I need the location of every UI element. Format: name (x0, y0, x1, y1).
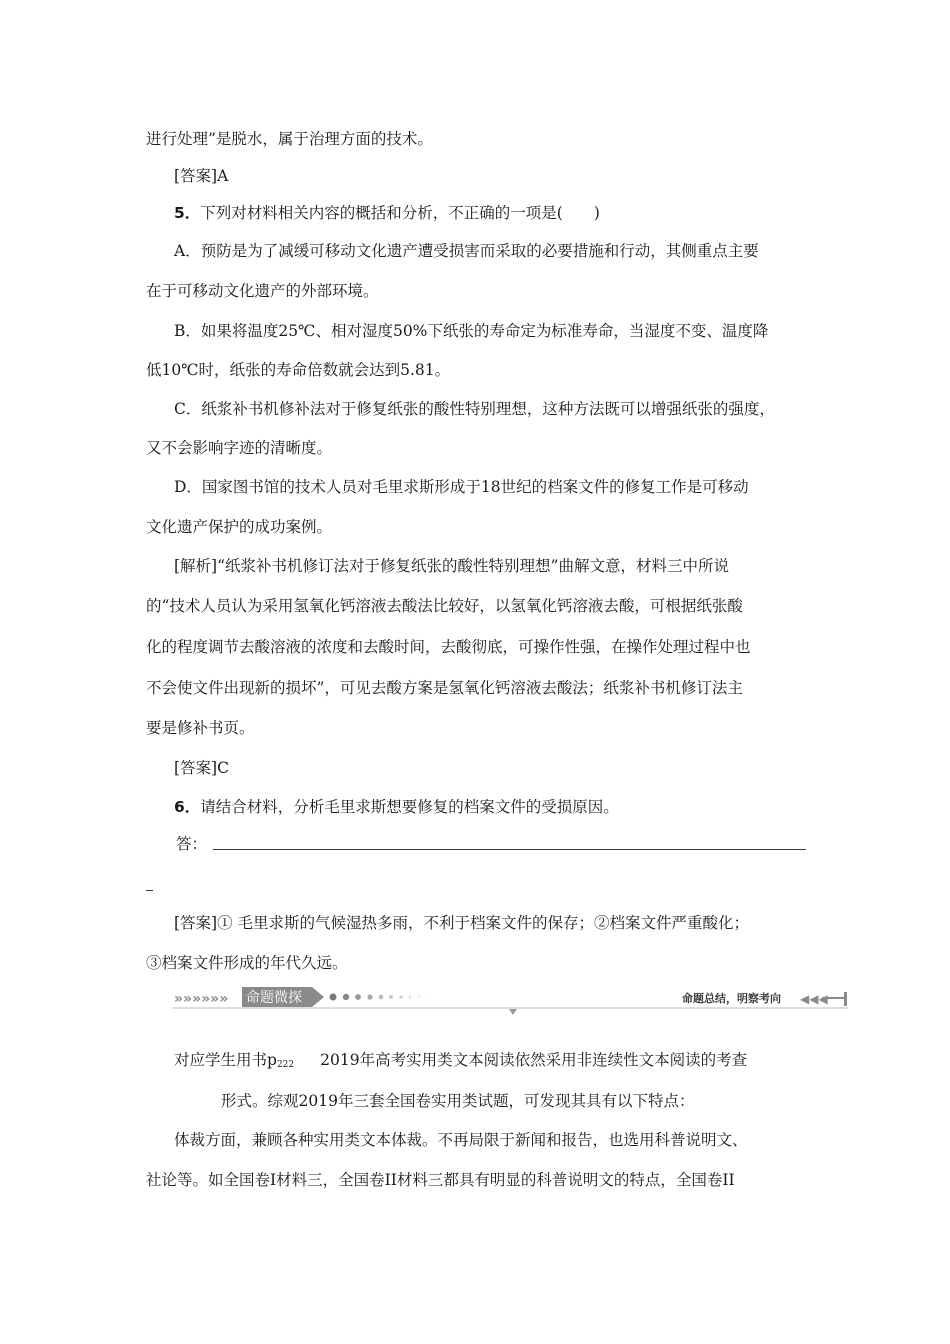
answer-line: [答案]C (174, 759, 229, 777)
answer-blank-tail (146, 890, 153, 891)
section-line-1 (174, 1049, 747, 1076)
section-line-2: 形式。综观2019年三套全国卷实用类试题，可发现其具有以下特点： (221, 1092, 695, 1110)
option-b-line-2: 低10℃时，纸张的寿命倍数就会达到5.81。 (146, 361, 451, 379)
banner-arrows: »»»»»» (174, 991, 229, 1007)
answer-label: 答： (176, 835, 208, 853)
question-6 (174, 796, 619, 818)
question-text: 请结合材料，分析毛里求斯想要修复的档案文件的受损原因。 (200, 798, 619, 816)
option-d-line-2: 文化遗产保护的成功案例。 (146, 518, 333, 536)
section-banner (172, 986, 848, 1016)
answer-line: [答案]A (174, 167, 229, 185)
banner-graphic (172, 986, 848, 1016)
answer-blank-line[interactable] (213, 849, 806, 850)
text-line: 进行处理”是脱水，属于治理方面的技术。 (146, 130, 433, 148)
analysis-line-3: 化的程度调节去酸溶液的浓度和去酸时间，去酸彻底，可操作性强，在操作处理过程中也 (146, 638, 751, 656)
banner-end-cap (844, 992, 847, 1006)
question-number: 6． (174, 798, 201, 816)
section-intro: 2019年高考实用类文本阅读依然采用非连续性文本阅读的考查 (320, 1051, 748, 1069)
analysis-line-5: 要是修补书页。 (146, 719, 255, 737)
banner-title: 命题微探 (246, 990, 302, 1006)
banner-dot (409, 996, 412, 999)
banner-dot (343, 994, 349, 1000)
option-c-line-1: C．纸浆补书机修补法对于修复纸张的酸性特别理想，这种方法既可以增强纸张的强度， (174, 400, 775, 418)
question-number: 5． (174, 204, 201, 222)
option-b-line-1: B．如果将温度25℃、相对湿度50%下纸张的寿命定为标准寿命，当湿度不变、温度降 (174, 322, 769, 340)
banner-dot (418, 996, 420, 998)
analysis-line-2: 的“技术人员认为采用氢氧化钙溶液去酸法比较好，以氢氧化钙溶液去酸，可根据纸张酸 (146, 597, 743, 615)
option-d-line-1: D．国家图书馆的技术人员对毛里求斯形成于18世纪的档案文件的修复工作是可移动 (174, 478, 749, 496)
option-c-line-2: 又不会影响字迹的清晰度。 (146, 439, 333, 457)
banner-left-arrows: ◀◀◀ (800, 992, 828, 1006)
banner-dot (379, 995, 384, 1000)
analysis-line-4: 不会使文件出现新的损坏”，可见去酸方案是氢氧化钙溶液去酸法；纸浆补书机修订法主 (146, 679, 743, 697)
banner-pointer (509, 1009, 517, 1015)
answer-3-line-1: [答案]① 毛里求斯的气候湿热多雨，不利于档案文件的保存；②档案文件严重酸化； (174, 914, 750, 932)
banner-right-text: 命题总结，明察考向 (682, 992, 781, 1005)
section-line-4: 社论等。如全国卷Ⅰ材料三，全国卷II材料三都具有明显的科普说明文的特点，全国卷II (146, 1171, 735, 1189)
banner-dot (399, 995, 402, 998)
option-a-line-2: 在于可移动文化遗产的外部环境。 (146, 282, 379, 300)
section-line-3: 体裁方面，兼顾各种实用类文本体裁。不再局限于新闻和报告，也选用科普说明文、 (174, 1131, 748, 1149)
question-text: 下列对材料相关内容的概括和分析，不正确的一项是( ) (200, 204, 600, 222)
answer-3-line-2: ③档案文件形成的年代久远。 (146, 954, 348, 972)
banner-dot (389, 995, 393, 999)
analysis-line-1: [解析]“纸浆补书机修订法对于修复纸张的酸性特别理想”曲解文意，材料三中所说 (174, 557, 729, 575)
question-5 (174, 202, 600, 224)
banner-dot (426, 996, 428, 998)
option-a-line-1: A．预防是为了减缓可移动文化遗产遭受损害而采取的必要措施和行动，其侧重点主要 (174, 242, 759, 260)
banner-dot (367, 994, 372, 999)
reference-page: 222 (276, 1060, 295, 1070)
banner-dot (355, 994, 361, 1000)
reference-prefix: 对应学生用书p (174, 1051, 277, 1069)
banner-dot (330, 994, 337, 1001)
